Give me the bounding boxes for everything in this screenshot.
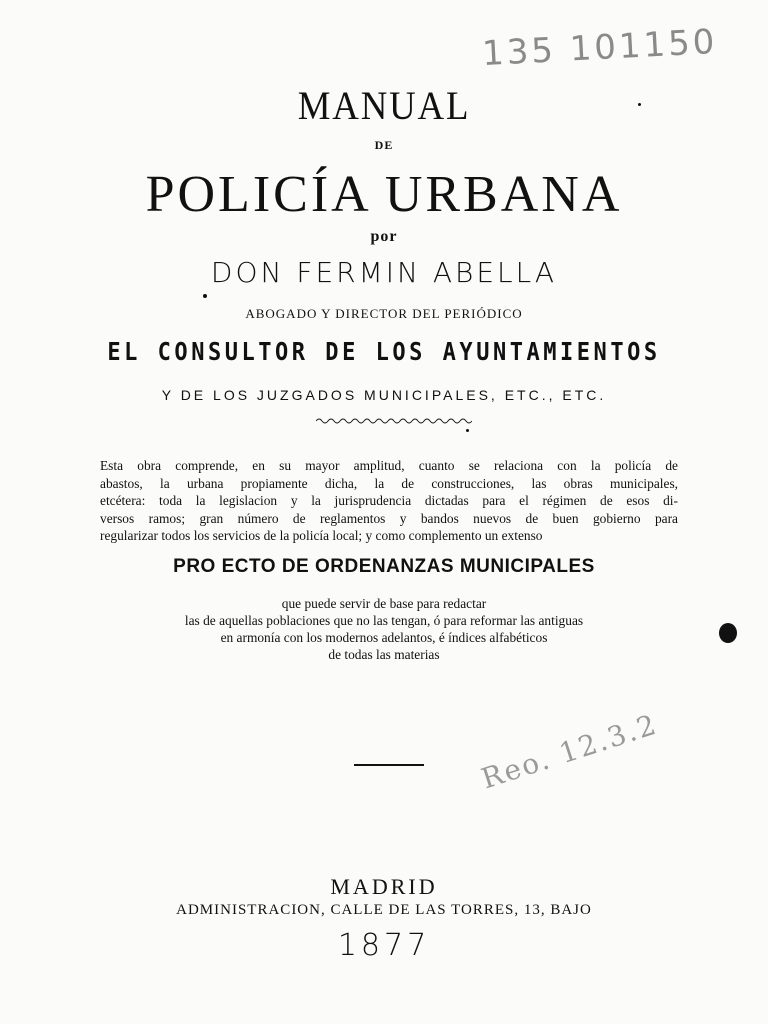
byline-por: por: [370, 228, 398, 245]
speck: [638, 103, 641, 106]
project-heading: PRO ECTO DE ORDENANZAS MUNICIPALES: [173, 556, 595, 577]
imprint-year: 1877: [337, 928, 431, 963]
description-line: regularizar todos los servicios de la policía local; y como complemento un extenso: [100, 528, 543, 543]
description-paragraph: [100, 457, 678, 545]
speck: [466, 429, 469, 432]
ink-blot: [719, 623, 737, 643]
project-line: de todas las materias: [328, 647, 440, 662]
description-line: Esta obra comprende, en su mayor amplitud, cuanto se relaciona con la policía de: [100, 458, 678, 473]
speck: [203, 294, 207, 298]
horizontal-rule: [354, 764, 424, 766]
description-line: abastos, la urbana propiamente dicha, la de construcciones, las obras municipales,: [100, 475, 678, 491]
periodical-subtitle: Y DE LOS JUZGADOS MUNICIPALES, ETC., ETC.: [161, 387, 607, 403]
imprint-publisher: ADMINISTRACION, CALLE DE LAS TORRES, 13, BAJO: [176, 902, 592, 918]
author-name: DON FERMIN ABELLA: [210, 256, 558, 289]
periodical-title: EL CONSULTOR DE LOS AYUNTAMIENTOS: [107, 337, 661, 366]
project-description: [0, 595, 768, 663]
title-manual: MANUAL: [297, 83, 471, 128]
project-line: que puede servir de base para redactar: [281, 596, 487, 611]
author-role: ABOGADO Y DIRECTOR DEL PERIÓDICO: [245, 306, 523, 321]
imprint-city: MADRID: [330, 874, 438, 899]
description-line: versos ramos; gran número de reglamentos y bandos nuevos de buen gobierno para: [100, 510, 678, 526]
handwritten-pencil-note: Reo. 12.3.2: [477, 707, 662, 796]
decorative-wavy-rule: [316, 417, 472, 425]
description-line: etcétera: toda la legislacion y la jurisprudencia dictadas para el régimen de esos di-: [100, 493, 678, 508]
project-line: en armonía con los modernos adelantos, é índices alfabéticos: [220, 630, 548, 645]
main-title: POLICÍA URBANA: [145, 166, 623, 223]
library-shelfmark-stamp: 135 101150: [481, 21, 719, 75]
title-de: DE: [374, 138, 394, 152]
project-line: las de aquellas poblaciones que no las tengan, ó para reformar las antiguas: [184, 613, 584, 628]
